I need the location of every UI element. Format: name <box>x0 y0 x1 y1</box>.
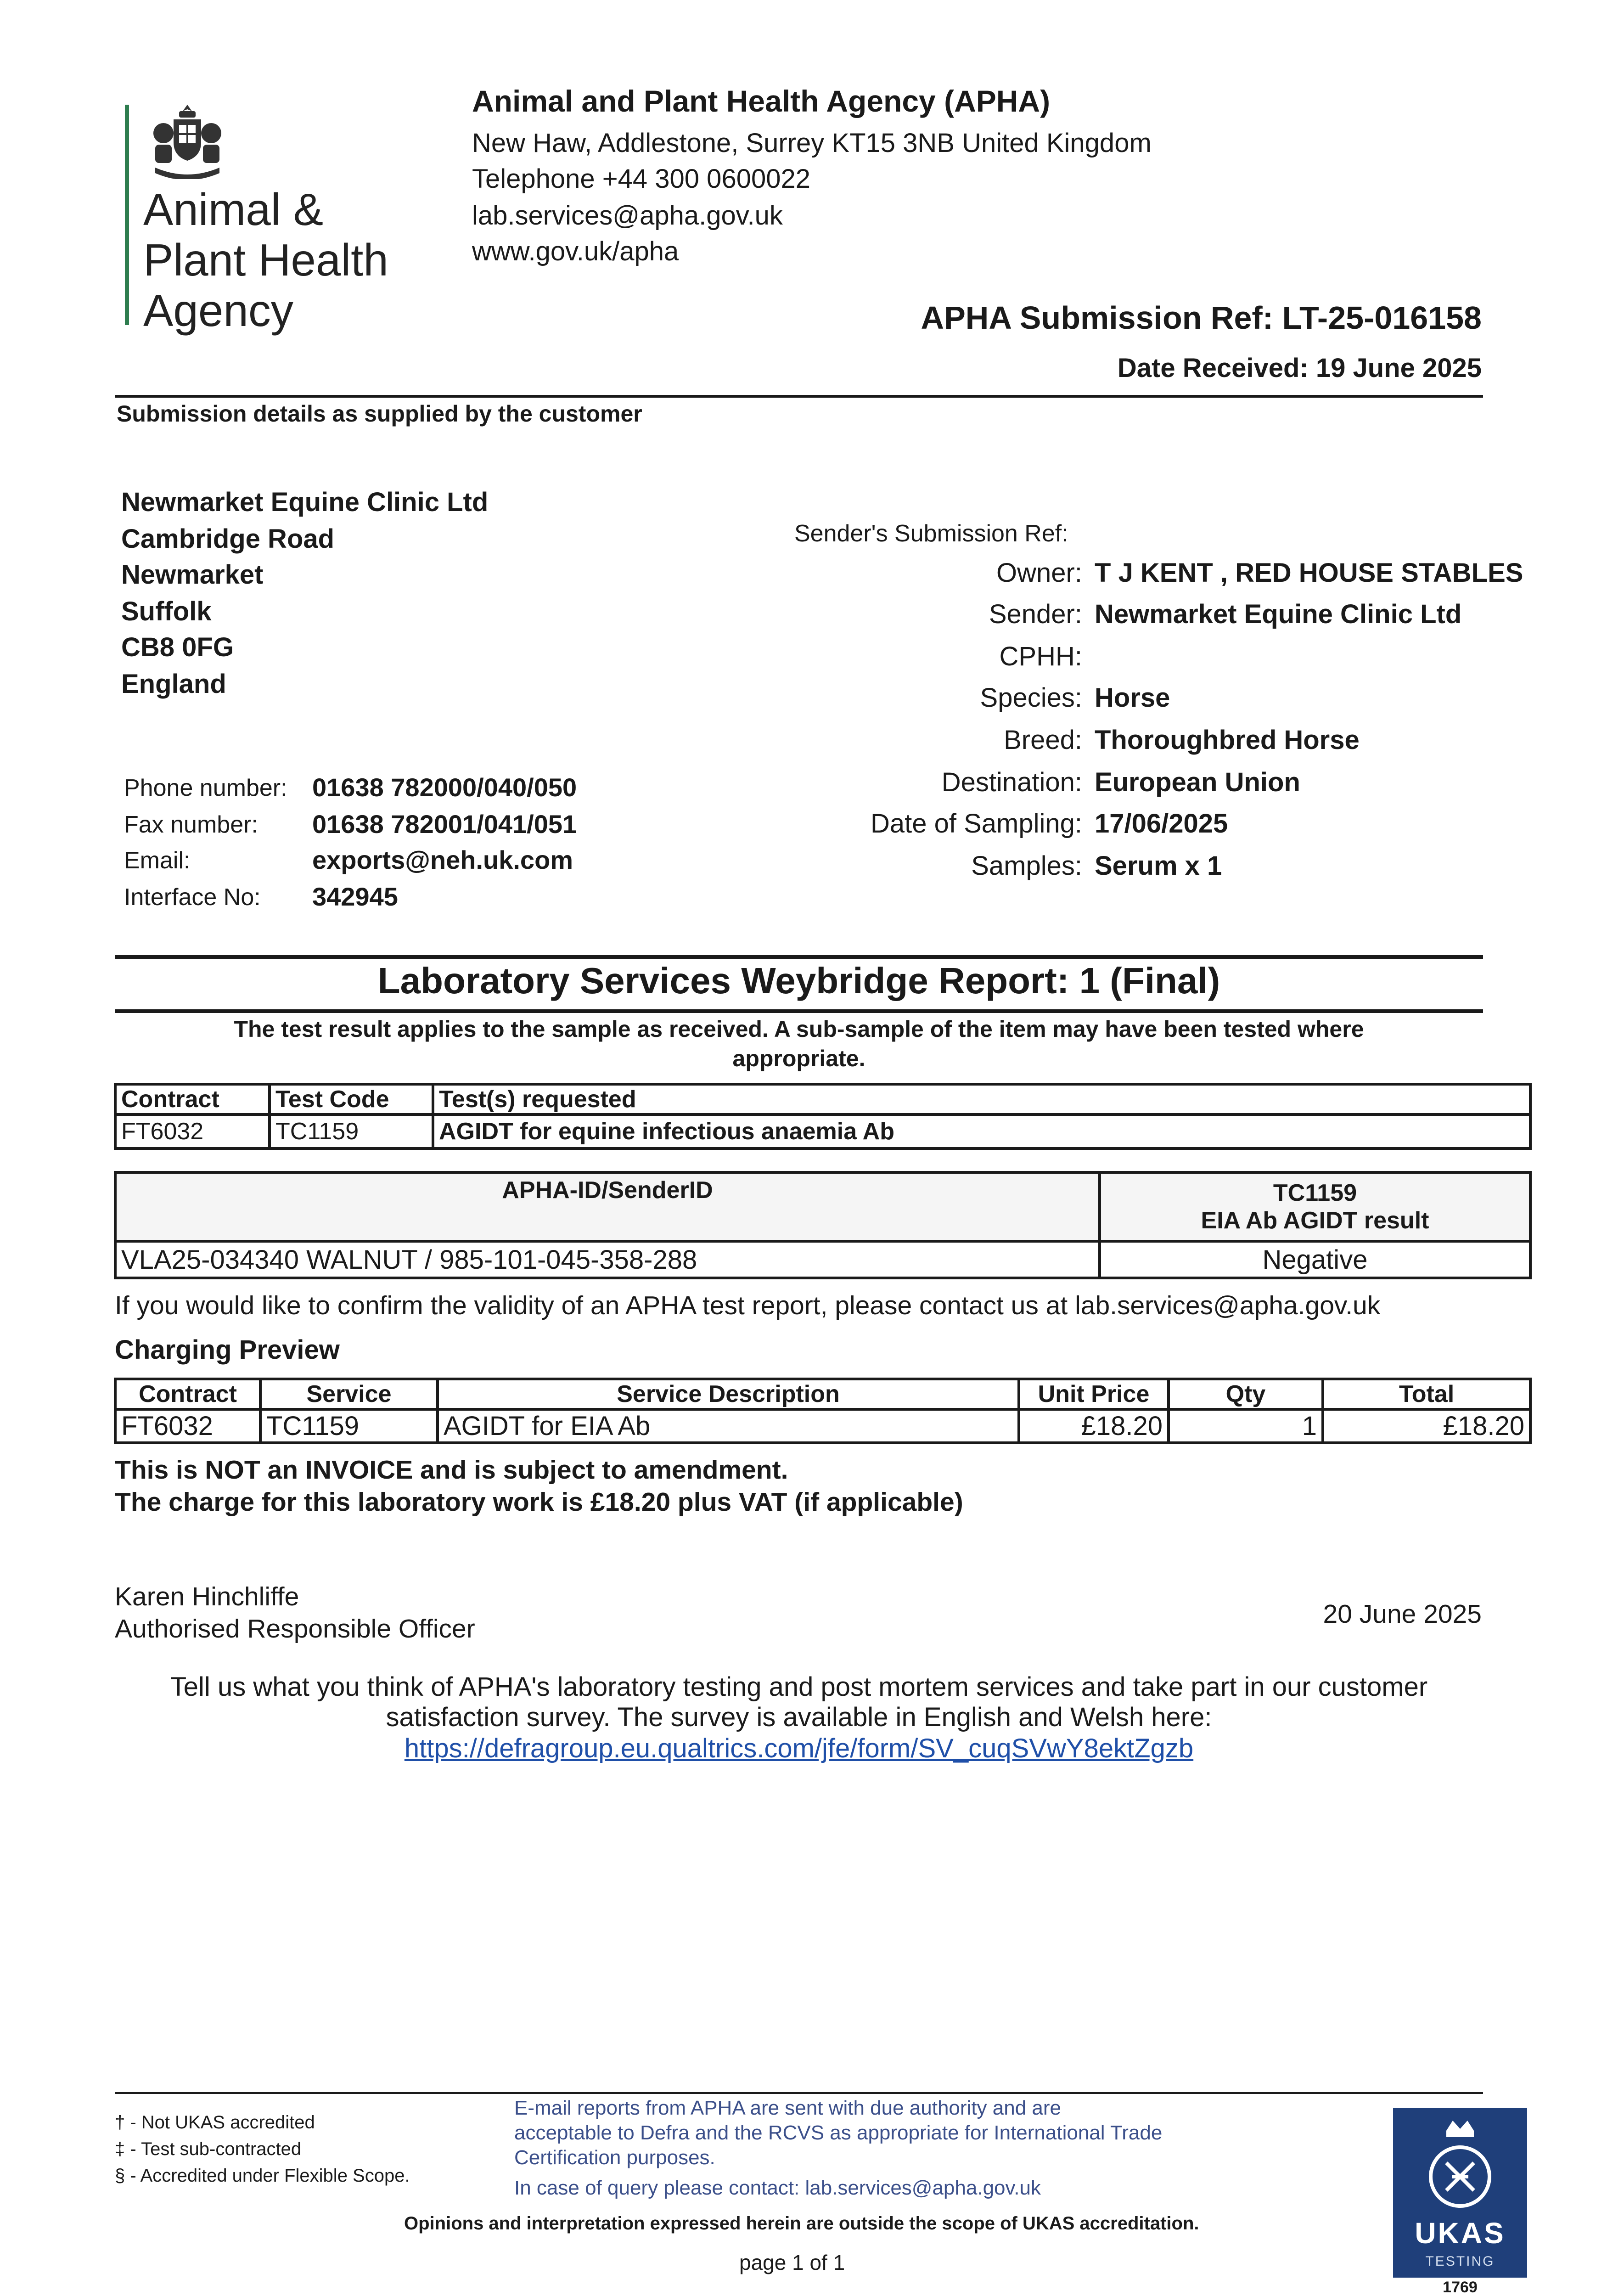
col-contract: Contract <box>115 1379 260 1409</box>
col-test-code-result: TC1159 <box>1273 1180 1357 1206</box>
col-contract: Contract <box>115 1084 270 1114</box>
sample-id: VLA25-034340 WALNUT / 985-101-045-358-288 <box>115 1241 1100 1278</box>
col-test-code: Test Code <box>270 1084 433 1114</box>
invoice-note: This is NOT an INVOICE and is subject to amendment. <box>115 1455 788 1485</box>
logo-line-1: Animal & <box>143 184 324 235</box>
org-name: Animal and Plant Health Agency (APHA) <box>472 84 1051 118</box>
ukas-number: 1769 <box>1443 2279 1478 2296</box>
customer-address-line: Newmarket Equine Clinic Ltd <box>121 487 489 517</box>
tests-requested: AGIDT for equine infectious anaemia Ab <box>433 1114 1530 1148</box>
tests-contract: FT6032 <box>115 1114 270 1148</box>
species-label: Species: <box>980 683 1082 713</box>
footer-key: ‡ - Test sub-contracted <box>115 2139 302 2159</box>
sampling-date-value: 17/06/2025 <box>1095 809 1228 838</box>
col-unit-price: Unit Price <box>1019 1379 1169 1409</box>
sender-value: Newmarket Equine Clinic Ltd <box>1095 599 1462 629</box>
charge-service: TC1159 <box>260 1409 438 1443</box>
charging-heading: Charging Preview <box>115 1335 340 1365</box>
org-telephone: Telephone +44 300 0600022 <box>472 164 810 194</box>
ukas-badge <box>1393 2108 1527 2278</box>
customer-address-line: Newmarket <box>121 560 264 590</box>
charging-table <box>114 1378 1532 1444</box>
org-email: lab.services@apha.gov.uk <box>472 201 783 231</box>
contact-email: exports@neh.uk.com <box>312 845 573 874</box>
col-total: Total <box>1323 1379 1530 1409</box>
survey-link[interactable]: https://defragroup.eu.qualtrics.com/jfe/form/SV_cuqSVwY8ektZgzb <box>404 1733 1194 1763</box>
ukas-crown-mark-icon <box>1393 2112 1527 2213</box>
result-value: Negative <box>1100 1241 1530 1278</box>
report-top-rule <box>115 955 1483 959</box>
cphh-label: CPHH: <box>999 642 1082 671</box>
charge-note: The charge for this laboratory work is £18.20 plus VAT (if applicable) <box>115 1487 963 1517</box>
charge-unit-price: £18.20 <box>1019 1409 1169 1443</box>
contact-fax: 01638 782001/041/051 <box>312 810 577 838</box>
footer-divider <box>115 2092 1483 2094</box>
logo-line-2: Plant Health <box>143 235 388 285</box>
customer-address-line: England <box>121 669 226 699</box>
sender-label: Sender: <box>989 599 1082 629</box>
report-note-cont: appropriate. <box>732 1046 865 1071</box>
header-divider <box>115 395 1483 398</box>
report-title: Laboratory Services Weybridge Report: 1 (Final) <box>377 960 1220 1001</box>
charge-total: £18.20 <box>1323 1409 1530 1443</box>
contact-label: Email: <box>124 847 191 874</box>
col-service: Service <box>260 1379 438 1409</box>
sampling-date-label: Date of Sampling: <box>870 809 1082 838</box>
charge-qty: 1 <box>1169 1409 1323 1443</box>
logo-line-3: Agency <box>143 285 293 336</box>
col-service-description: Service Description <box>438 1379 1019 1409</box>
customer-address-line: CB8 0FG <box>121 632 234 662</box>
contact-label: Interface No: <box>124 884 261 911</box>
officer-name: Karen Hinchliffe <box>115 1582 299 1611</box>
email-note-cont: acceptable to Defra and the RCVS as appropriate for International Trade <box>514 2122 1163 2144</box>
footer-key: † - Not UKAS accredited <box>115 2112 315 2133</box>
org-website: www.gov.uk/apha <box>472 236 679 266</box>
destination-value: European Union <box>1095 767 1300 797</box>
breed-value: Thoroughbred Horse <box>1095 725 1360 755</box>
tests-table <box>114 1083 1532 1150</box>
ukas-label: UKAS <box>1415 2217 1506 2250</box>
officer-role: Authorised Responsible Officer <box>115 1614 475 1643</box>
email-note: E-mail reports from APHA are sent with due authority and are <box>514 2097 1062 2119</box>
breed-label: Breed: <box>1004 725 1082 755</box>
contact-label: Phone number: <box>124 775 287 801</box>
sender-ref-label: Sender's Submission Ref: <box>794 520 1068 547</box>
royal-coat-of-arms-icon <box>146 101 229 179</box>
survey-text: Tell us what you think of APHA's laboratory testing and post mortem services and take part in our customer <box>170 1672 1428 1702</box>
charge-description: AGIDT for EIA Ab <box>438 1409 1019 1443</box>
contact-phone: 01638 782000/040/050 <box>312 773 577 802</box>
report-bottom-rule <box>115 1009 1483 1013</box>
survey-text-cont: satisfaction survey. The survey is available in English and Welsh here: <box>386 1702 1212 1732</box>
footer-key: § - Accredited under Flexible Scope. <box>115 2166 410 2186</box>
email-note-cont: Certification purposes. <box>514 2146 715 2169</box>
col-tests-requested: Test(s) requested <box>433 1084 1530 1114</box>
contact-interface-no: 342945 <box>312 882 398 911</box>
col-apha-id: APHA-ID/SenderID <box>115 1172 1100 1241</box>
col-qty: Qty <box>1169 1379 1323 1409</box>
page-number: page 1 of 1 <box>739 2251 845 2274</box>
destination-label: Destination: <box>941 767 1082 797</box>
date-received: Date Received: 19 June 2025 <box>1117 353 1482 383</box>
samples-label: Samples: <box>971 851 1082 881</box>
species-value: Horse <box>1095 683 1170 713</box>
ukas-sub: TESTING <box>1425 2254 1495 2269</box>
details-heading: Submission details as supplied by the customer <box>117 401 642 427</box>
query-note: In case of query please contact: lab.services@apha.gov.uk <box>514 2177 1041 2199</box>
opinions-note: Opinions and interpretation expressed herein are outside the scope of UKAS accreditation. <box>404 2213 1199 2234</box>
customer-address-line: Suffolk <box>121 597 212 626</box>
org-address: New Haw, Addlestone, Surrey KT15 3NB United Kingdom <box>472 128 1152 158</box>
results-table <box>114 1171 1532 1279</box>
submission-ref: APHA Submission Ref: LT-25-016158 <box>921 300 1482 336</box>
samples-value: Serum x 1 <box>1095 851 1222 881</box>
col-test-name-result: EIA Ab AGIDT result <box>1201 1207 1429 1234</box>
owner-label: Owner: <box>996 558 1082 588</box>
charge-contract: FT6032 <box>115 1409 260 1443</box>
validity-note: If you would like to confirm the validity of an APHA test report, please contact us at lab.services@apha.gov.uk <box>115 1291 1381 1320</box>
signoff-date: 20 June 2025 <box>1323 1599 1482 1629</box>
tests-code: TC1159 <box>270 1114 433 1148</box>
contact-label: Fax number: <box>124 811 258 838</box>
logo-bar <box>125 105 129 325</box>
customer-address-line: Cambridge Road <box>121 524 335 554</box>
owner-value: T J KENT , RED HOUSE STABLES <box>1095 558 1523 588</box>
report-note: The test result applies to the sample as received. A sub-sample of the item may have been tested where <box>234 1016 1364 1042</box>
